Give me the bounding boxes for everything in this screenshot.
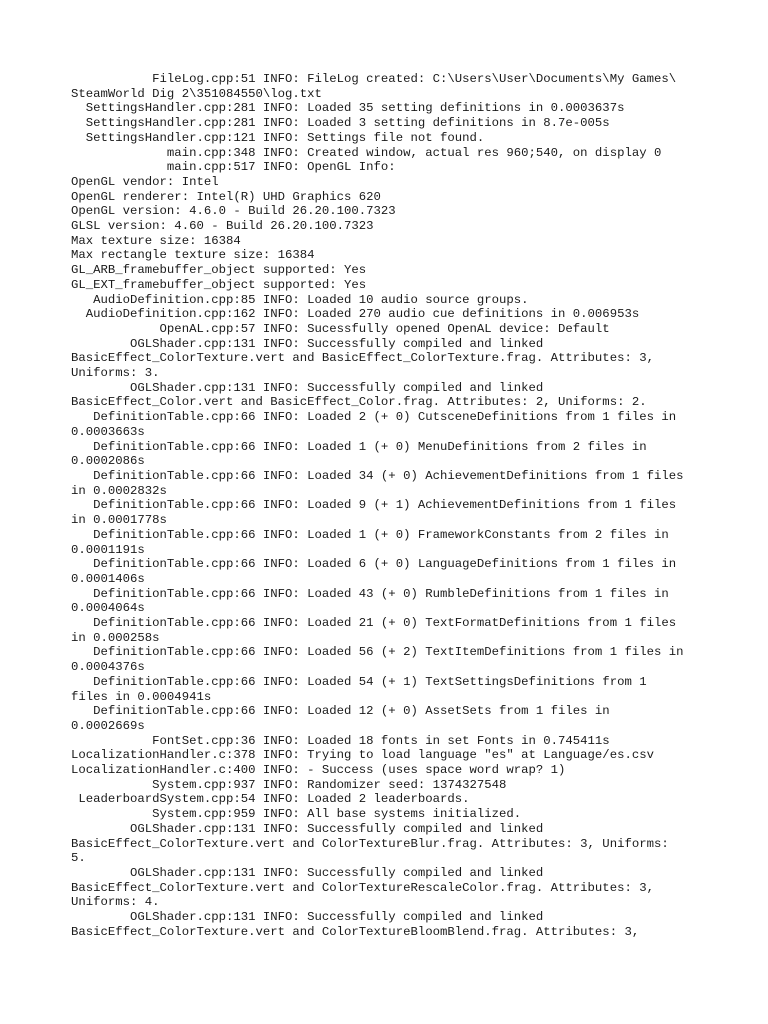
log-line: GL_EXT_framebuffer_object supported: Yes	[71, 277, 367, 292]
log-line: System.cpp:937 INFO: Randomizer seed: 1374327548	[71, 777, 507, 792]
log-line: LocalizationHandler.c:378 INFO: Trying to load language "es" at Language/es.csv	[71, 748, 654, 763]
log-line: BasicEffect_ColorTexture.vert and ColorTextureRescaleColor.frag. Attributes: 3,	[71, 880, 654, 895]
log-line: DefinitionTable.cpp:66 INFO: Loaded 54 (+ 1) TextSettingsDefinitions from 1	[71, 674, 647, 689]
log-line: OGLShader.cpp:131 INFO: Successfully compiled and linked	[71, 910, 544, 925]
log-line: SteamWorld Dig 2\351084550\log.txt	[71, 86, 322, 101]
log-line: Max texture size: 16384	[71, 233, 241, 248]
log-line: BasicEffect_ColorTexture.vert and ColorTextureBloomBlend.frag. Attributes: 3,	[71, 924, 640, 939]
log-line: DefinitionTable.cpp:66 INFO: Loaded 43 (+ 0) RumbleDefinitions from 1 files in	[71, 586, 669, 601]
log-line: BasicEffect_ColorTexture.vert and BasicEffect_ColorTexture.frag. Attributes: 3,	[71, 351, 654, 366]
log-line: Max rectangle texture size: 16384	[71, 248, 315, 263]
log-line: AudioDefinition.cpp:85 INFO: Loaded 10 audio source groups.	[71, 292, 529, 307]
log-line: 5.	[71, 851, 86, 866]
log-line: OGLShader.cpp:131 INFO: Successfully compiled and linked	[71, 821, 544, 836]
log-line: System.cpp:959 INFO: All base systems initialized.	[71, 807, 522, 822]
log-line: LeaderboardSystem.cpp:54 INFO: Loaded 2 leaderboards.	[71, 792, 470, 807]
log-line: BasicEffect_Color.vert and BasicEffect_Color.frag. Attributes: 2, Uniforms: 2.	[71, 395, 647, 410]
log-line: 0.0002086s	[71, 454, 145, 469]
log-line: 0.0002669s	[71, 718, 145, 733]
log-line: OpenGL version: 4.6.0 - Build 26.20.100.7323	[71, 204, 396, 219]
log-line: SettingsHandler.cpp:281 INFO: Loaded 35 setting definitions in 0.0003637s	[71, 101, 625, 116]
log-line: in 0.0001778s	[71, 513, 167, 528]
log-line: DefinitionTable.cpp:66 INFO: Loaded 6 (+ 0) LanguageDefinitions from 1 files in	[71, 557, 677, 572]
log-line: main.cpp:517 INFO: OpenGL Info:	[71, 160, 396, 175]
log-line: DefinitionTable.cpp:66 INFO: Loaded 21 (+ 0) TextFormatDefinitions from 1 files	[71, 616, 677, 631]
log-line: DefinitionTable.cpp:66 INFO: Loaded 1 (+ 0) FrameworkConstants from 2 files in	[71, 527, 669, 542]
log-line: main.cpp:348 INFO: Created window, actual res 960;540, on display 0	[71, 145, 662, 160]
log-line: FontSet.cpp:36 INFO: Loaded 18 fonts in set Fonts in 0.745411s	[71, 733, 610, 748]
log-line: OGLShader.cpp:131 INFO: Successfully compiled and linked	[71, 380, 544, 395]
log-line: OGLShader.cpp:131 INFO: Successfully compiled and linked	[71, 865, 544, 880]
log-line: AudioDefinition.cpp:162 INFO: Loaded 270 audio cue definitions in 0.006953s	[71, 307, 640, 322]
log-line: Uniforms: 3.	[71, 366, 160, 381]
log-line: DefinitionTable.cpp:66 INFO: Loaded 2 (+ 0) CutsceneDefinitions from 1 files in	[71, 410, 677, 425]
log-line: Uniforms: 4.	[71, 895, 160, 910]
log-line: GLSL version: 4.60 - Build 26.20.100.7323	[71, 219, 374, 234]
log-line: in 0.0002832s	[71, 483, 167, 498]
log-line: 0.0001406s	[71, 571, 145, 586]
log-line: GL_ARB_framebuffer_object supported: Yes	[71, 263, 367, 278]
log-line: in 0.000258s	[71, 630, 160, 645]
log-line: 0.0001191s	[71, 542, 145, 557]
log-line: OpenAL.cpp:57 INFO: Sucessfully opened OpenAL device: Default	[71, 321, 610, 336]
log-line: OpenGL renderer: Intel(R) UHD Graphics 620	[71, 189, 381, 204]
log-line: SettingsHandler.cpp:121 INFO: Settings file not found.	[71, 130, 485, 145]
log-line: 0.0003663s	[71, 424, 145, 439]
log-line: OpenGL vendor: Intel	[71, 174, 219, 189]
log-line: OGLShader.cpp:131 INFO: Successfully compiled and linked	[71, 336, 544, 351]
log-line: 0.0004376s	[71, 660, 145, 675]
log-line: LocalizationHandler.c:400 INFO: - Success (uses space word wrap? 1)	[71, 763, 566, 778]
log-line: DefinitionTable.cpp:66 INFO: Loaded 1 (+ 0) MenuDefinitions from 2 files in	[71, 439, 647, 454]
log-document	[71, 72, 711, 939]
log-line: files in 0.0004941s	[71, 689, 212, 704]
log-line: DefinitionTable.cpp:66 INFO: Loaded 56 (+ 2) TextItemDefinitions from 1 files in	[71, 645, 684, 660]
log-line: 0.0004064s	[71, 601, 145, 616]
log-line: DefinitionTable.cpp:66 INFO: Loaded 34 (+ 0) AchievementDefinitions from 1 files	[71, 468, 684, 483]
log-line: SettingsHandler.cpp:281 INFO: Loaded 3 setting definitions in 8.7e-005s	[71, 116, 610, 131]
log-line: FileLog.cpp:51 INFO: FileLog created: C:\Users\User\Documents\My Games\	[71, 72, 677, 86]
log-line: DefinitionTable.cpp:66 INFO: Loaded 9 (+ 1) AchievementDefinitions from 1 files	[71, 498, 677, 513]
log-line: DefinitionTable.cpp:66 INFO: Loaded 12 (+ 0) AssetSets from 1 files in	[71, 704, 610, 719]
log-line: BasicEffect_ColorTexture.vert and ColorTextureBlur.frag. Attributes: 3, Uniforms:	[71, 836, 669, 851]
